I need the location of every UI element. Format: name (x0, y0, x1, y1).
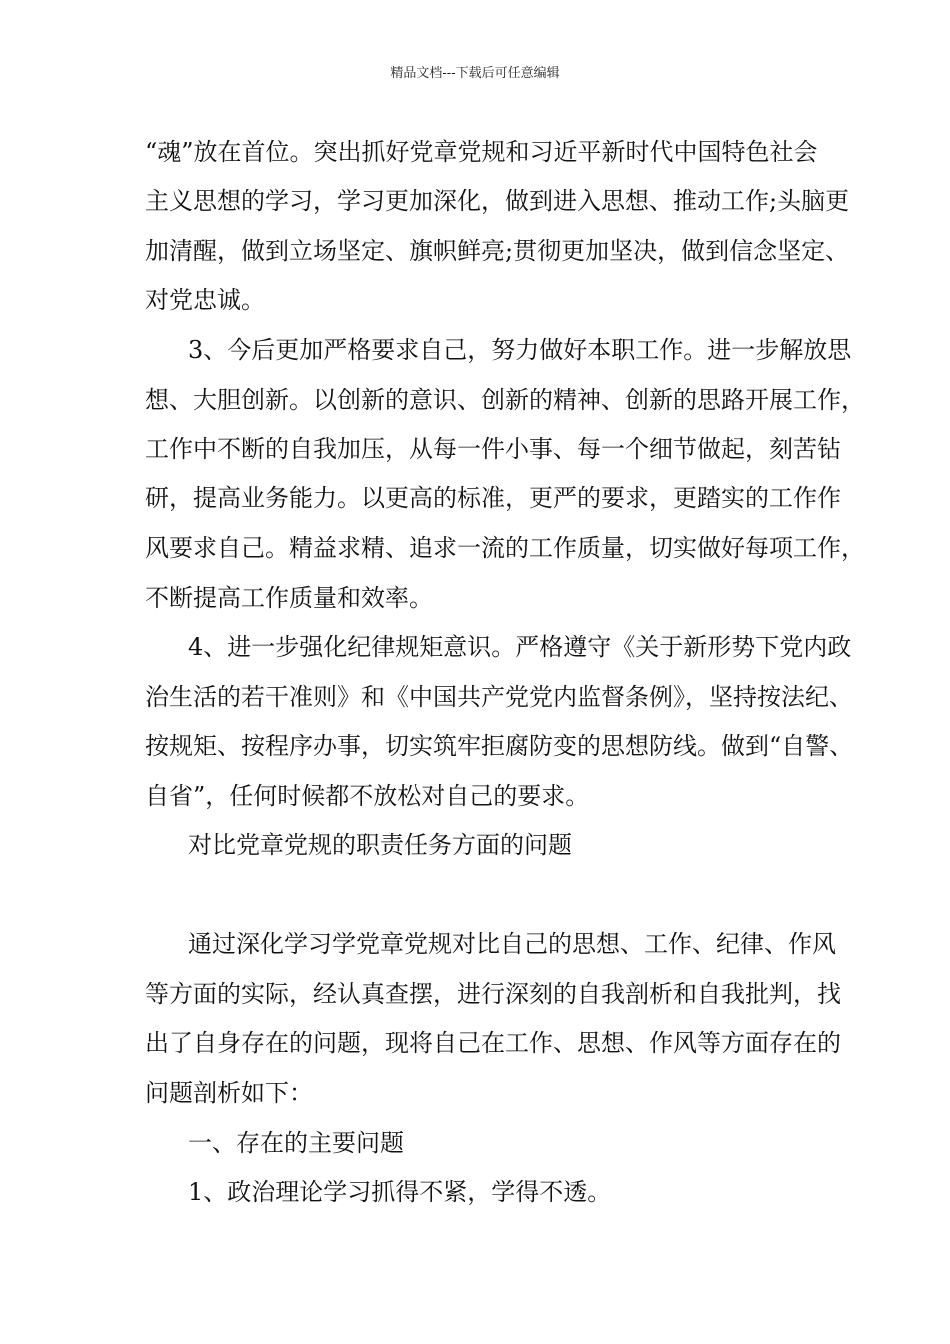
paragraph-line: 等方面的实际，经认真查摆，进行深刻的自我剖析和自我批判，找 (145, 980, 841, 1008)
paragraph-line: 出了自身存在的问题，现将自己在工作、思想、作风等方面存在的 (145, 1029, 841, 1057)
paragraph-line: 主义思想的学习，学习更加深化，做到进入思想、推动工作;头脑更 (145, 187, 850, 215)
paragraph-line: 想、大胆创新。以创新的意识、创新的精神、创新的思路开展工作， (145, 386, 865, 414)
paragraph-line: 加清醒，做到立场坚定、旗帜鲜亮;贯彻更加坚决，做到信念坚定、 (145, 237, 850, 265)
paragraph-line: 3、今后更加严格要求自己，努力做好本职工作。进一步解放思 (188, 336, 852, 364)
paragraph-line: 对党忠诚。 (145, 286, 265, 314)
section-title: 对比党章党规的职责任务方面的问题 (188, 831, 572, 859)
paragraph-line: 工作中不断的自我加压，从每一件小事、每一个细节做起，刻苦钻 (145, 435, 841, 463)
paragraph-line: 研，提高业务能力。以更高的标准，更严的要求，更踏实的工作作 (145, 484, 841, 512)
list-item: 1、政治理论学习抓得不紧，学得不透。 (188, 1178, 612, 1206)
paragraph-line: 风要求自己。精益求精、追求一流的工作质量，切实做好每项工作， (145, 534, 865, 562)
paragraph-line: 问题剖析如下： (145, 1079, 313, 1107)
heading-main-problems: 一、存在的主要问题 (188, 1129, 404, 1157)
paragraph-line: 按规矩、按程序办事，切实筑牢拒腐防变的思想防线。做到“自警、 (145, 732, 854, 760)
paragraph-line: 通过深化学习学党章党规对比自己的思想、工作、纪律、作风 (188, 930, 836, 958)
paragraph-line: 4、进一步强化纪律规矩意识。严格遵守《关于新形势下党内政 (188, 633, 852, 661)
paragraph-line: 自省”，任何时候都不放松对自己的要求。 (145, 782, 590, 810)
page-header: 精品文档---下载后可任意编辑 (390, 66, 560, 81)
paragraph-line: 治生活的若干准则》和《中国共产党党内监督条例》，坚持按法纪、 (145, 683, 853, 711)
paragraph-line: 不断提高工作质量和效率。 (145, 584, 433, 612)
paragraph-line: “魂”放在首位。突出抓好党章党规和习近平新时代中国特色社会 (145, 138, 818, 166)
